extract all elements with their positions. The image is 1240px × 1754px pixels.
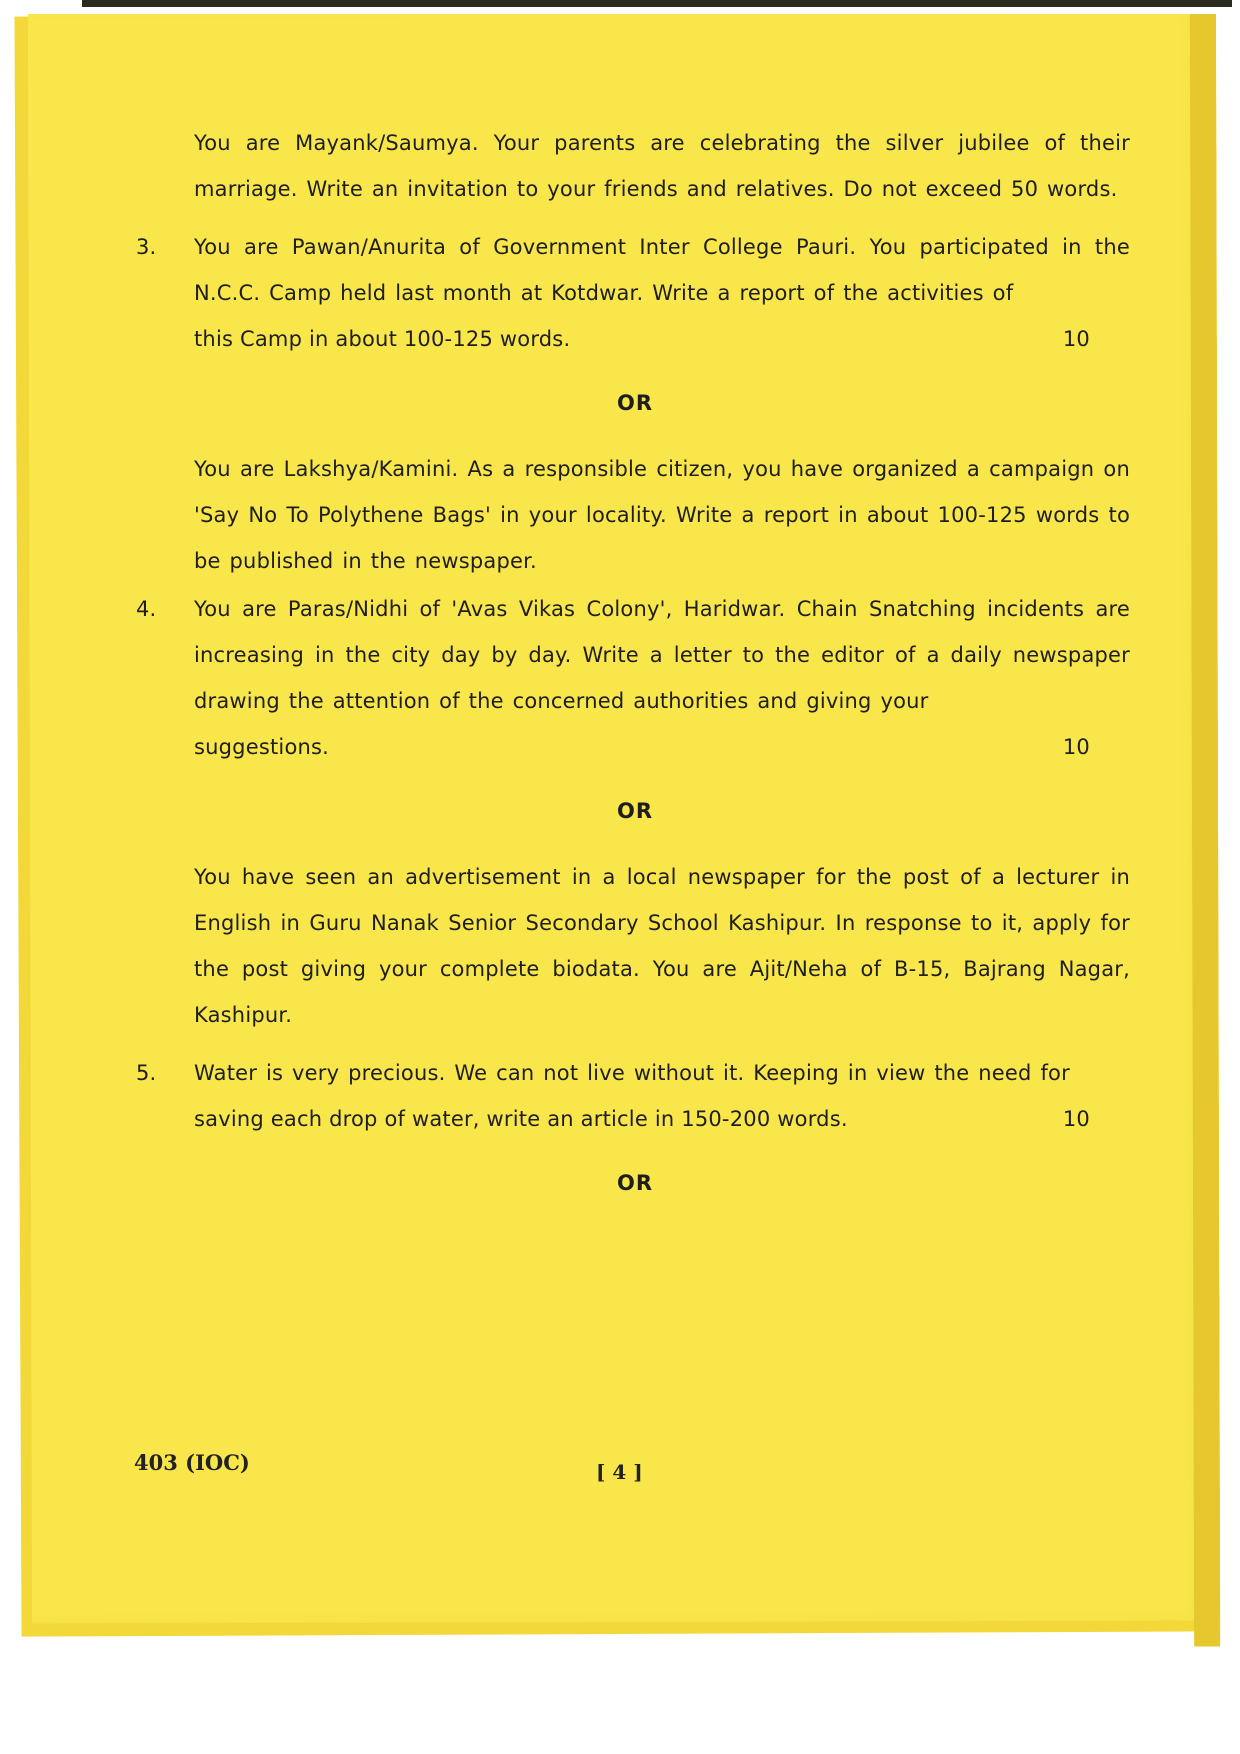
question-text-end: suggestions. <box>194 735 330 759</box>
or-separator: OR <box>616 391 654 415</box>
paper-code: 403 (IOC) <box>134 1450 250 1475</box>
question-text-end: saving each drop of water, write an article in 150-200 words. <box>194 1107 848 1131</box>
marks-label: 10 <box>1062 735 1090 759</box>
paper-edge-shadow <box>1190 6 1220 1646</box>
question-number: 4. <box>136 597 157 621</box>
page-content <box>136 120 1130 1226</box>
alternative-question-text: You are Lakshya/Kamini. As a responsible citizen, you have organized a campaign on 'Say No To Polythene Bags' in your locality. Write a report in about 100-125 words to be published in the newspaper. <box>194 457 1130 573</box>
question-last-line <box>194 724 1130 770</box>
page-number: [ 4 ] <box>596 1460 643 1484</box>
or-separator: OR <box>616 1171 654 1195</box>
or-separator: OR <box>616 799 654 823</box>
question-4 <box>136 586 1130 1038</box>
question-last-line <box>194 316 1130 362</box>
question-2-alternative <box>140 120 1130 212</box>
question-5 <box>136 1050 1130 1206</box>
question-text: Water is very precious. We can not live without it. Keeping in view the need for <box>194 1061 1070 1085</box>
question-text-end: this Camp in about 100-125 words. <box>194 327 571 351</box>
marks-label: 10 <box>1062 1107 1090 1131</box>
question-3 <box>136 224 1130 584</box>
top-scan-edge <box>82 0 1232 7</box>
question-number: 3. <box>136 235 157 259</box>
question-text: You are Paras/Nidhi of 'Avas Vikas Colony', Haridwar. Chain Snatching incidents are increasing in the city day by day. Write a letter to the editor of a daily newspaper drawing the attention of the concerned authorities and giving your <box>194 597 1130 713</box>
alternative-question-text: You have seen an advertisement in a local newspaper for the post of a lecturer in English in Guru Nanak Senior Secondary School Kashipur. In response to it, apply for the post giving your complete biodata. You are Ajit/Neha of B-15, Bajrang Nagar, Kashipur. <box>194 865 1130 1027</box>
question-text: You are Pawan/Anurita of Government Inter College Pauri. You participated in the N.C.C. Camp held last month at Kotdwar. Write a report of the activities of <box>194 235 1130 305</box>
question-number: 5. <box>136 1061 157 1085</box>
question-last-line <box>194 1096 1130 1142</box>
marks-label: 10 <box>1062 327 1090 351</box>
invitation-question-text: You are Mayank/Saumya. Your parents are celebrating the silver jubilee of their marriage. Write an invitation to your friends and relatives. Do not exceed 50 words. <box>194 131 1130 201</box>
